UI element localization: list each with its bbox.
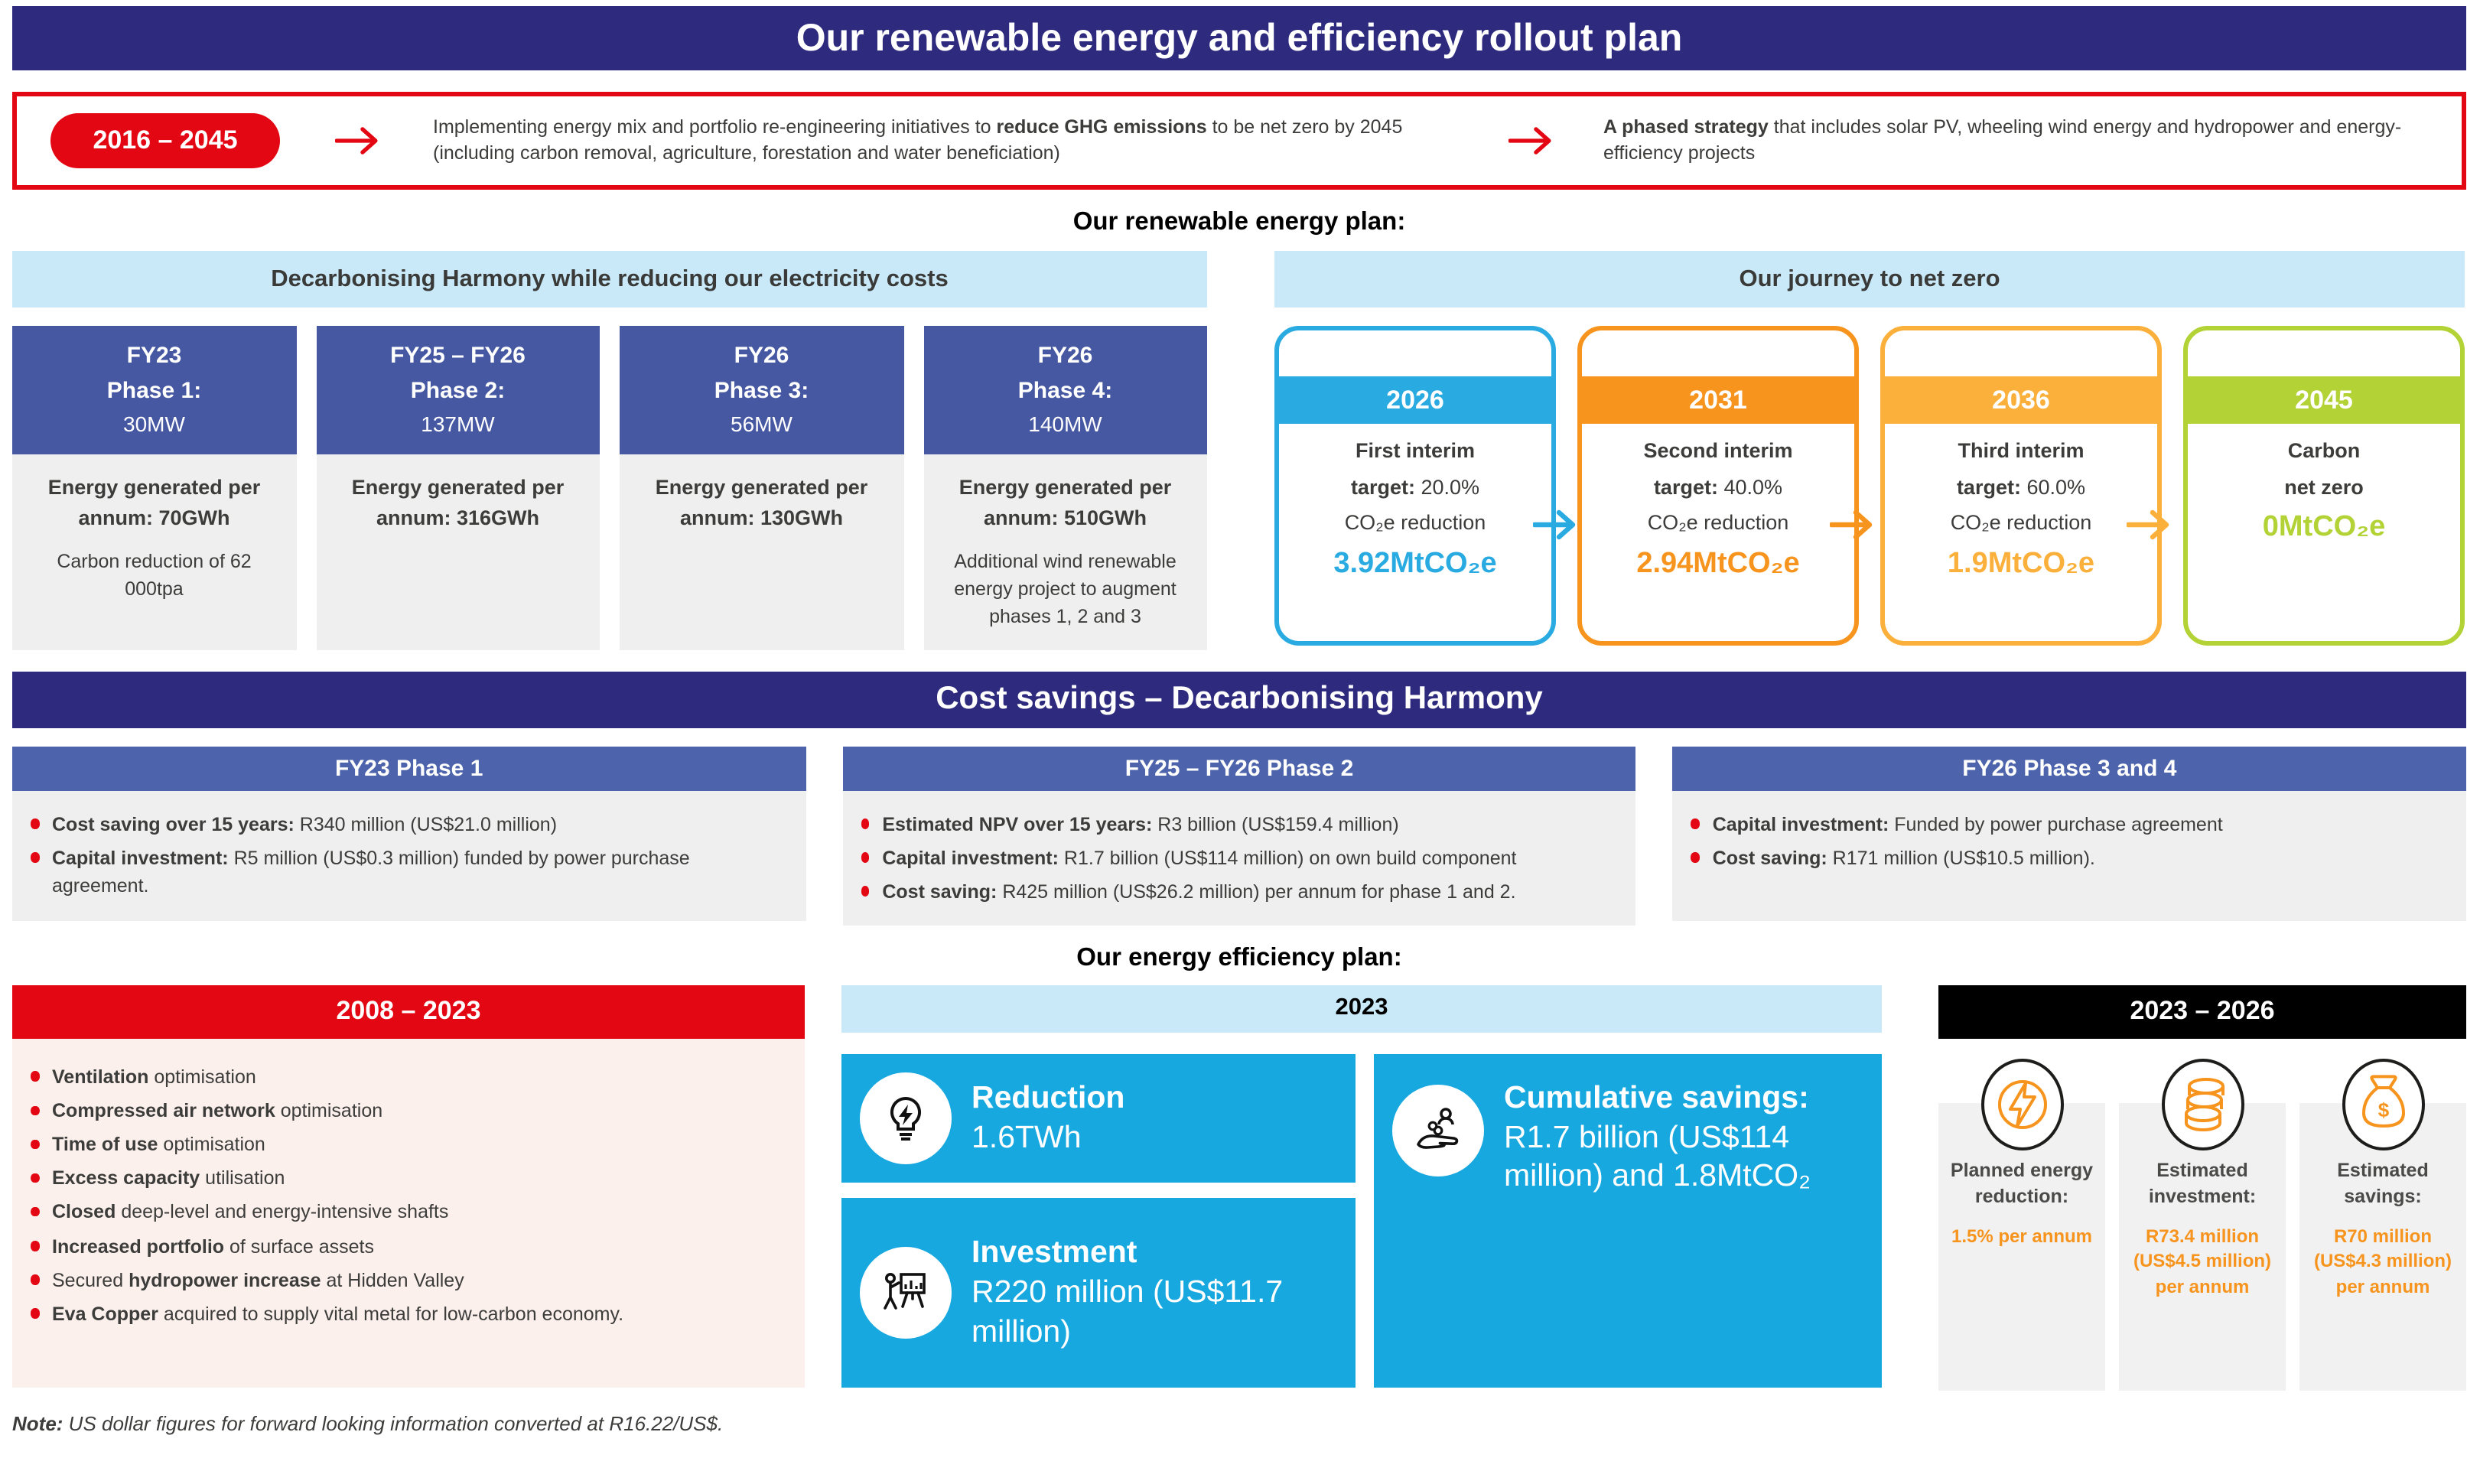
journey-year: 2036: [1885, 376, 2157, 424]
journey-line: target: 40.0%: [1653, 475, 1783, 499]
bullet-item: Time of use optimisation: [21, 1131, 783, 1158]
future-header: 2023 – 2026: [1938, 985, 2466, 1039]
phase-name: Phase 2:: [410, 377, 506, 403]
cost-column-phase3and4: [1673, 746, 2466, 926]
phase-name: Phase 1:: [106, 377, 202, 403]
arrow-right-icon: [2127, 506, 2179, 543]
bullet-item: Cost saving over 15 years: R340 million (US$21.0 million): [21, 810, 784, 838]
arrow-right-icon: [1830, 506, 1882, 543]
bullet-item: Eva Copper acquired to supply vital metal for low-carbon economy.: [21, 1300, 783, 1328]
phase-capacity: 56MW: [731, 412, 792, 436]
arrow-right-icon: [1533, 506, 1585, 543]
bullet-item: Capital investment: R1.7 billion (US$114 million) on own build component: [851, 844, 1614, 871]
efficiency-row: [12, 985, 2466, 1391]
box-title: Cumulative savings:: [1504, 1079, 1809, 1115]
phase-capacity: 30MW: [123, 412, 185, 436]
arrow-right-icon: [1509, 124, 1561, 158]
journey-line: target: 60.0%: [1956, 475, 2086, 499]
journey-line: target: 20.0%: [1350, 475, 1480, 499]
stat-value: R70 million (US$4.3 million) per annum: [2313, 1225, 2452, 1298]
cost-savings-row: [12, 746, 2466, 926]
cost-column-title: FY26 Phase 3 and 4: [1673, 746, 2466, 790]
stat-value: 1.5% per annum: [1951, 1225, 2093, 1247]
journey-line: CO₂e reduction: [1647, 511, 1789, 535]
infographic-page: [0, 6, 2480, 1484]
strip-text-2: A phased strategy that includes solar PV, wheeling wind energy and hydropower and energy-efficiency projects: [1603, 116, 2402, 164]
past-header: 2008 – 2023: [12, 985, 805, 1039]
journey-target-value: 0MtCO₂e: [2262, 511, 2386, 544]
strip-text-1: Implementing energy mix and portfolio re-engineering initiatives to reduce GHG emissions to be net zero by 2045 (including carbon removal, agriculture, forestation and water beneficiation): [433, 116, 1403, 164]
current-header: 2023: [841, 985, 1882, 1033]
money-bag-icon: [2338, 1057, 2427, 1152]
stat-savings: [2299, 1098, 2466, 1391]
coin-stack-icon: [2158, 1057, 2247, 1152]
stat-label: Estimated investment:: [2148, 1159, 2257, 1207]
page-title: Our renewable energy and efficiency rollout plan: [796, 16, 1683, 59]
box-value: R220 million (US$11.7 million): [971, 1274, 1284, 1349]
box-value: R1.7 billion (US$114 million) and 1.8MtCO₂: [1504, 1119, 1811, 1194]
journey-card-2045: [2183, 326, 2465, 646]
hand-savings-icon: [1408, 1100, 1469, 1161]
phase-note: Carbon reduction of 62 000tpa: [57, 551, 252, 600]
renewable-plan-heading: Our renewable energy plan:: [1072, 208, 1406, 236]
lightbulb-bolt-icon: [875, 1088, 936, 1149]
efficiency-current-column: [841, 985, 1882, 1391]
cost-column-title: FY25 – FY26 Phase 2: [842, 746, 1635, 790]
journey-year: 2031: [1582, 376, 1854, 424]
bullet-item: Secured hydropower increase at Hidden Valley: [21, 1266, 783, 1294]
stat-label: Planned energy reduction:: [1950, 1159, 2094, 1207]
journey-line: CO₂e reduction: [1344, 511, 1486, 535]
efficiency-plan-heading: Our energy efficiency plan:: [1076, 943, 1402, 971]
phase-fy: FY26: [734, 343, 789, 369]
bullet-item: Cost saving: R425 million (US$26.2 million) per annum for phase 1 and 2.: [851, 878, 1614, 906]
phase-fy: FY26: [1037, 343, 1093, 369]
cost-column-phase1: [12, 746, 806, 926]
phase-capacity: 137MW: [421, 412, 495, 436]
phase-card-4: [923, 326, 1207, 649]
phase-card-2: [316, 326, 600, 649]
cost-savings-bar: Cost savings – Decarbonising Harmony: [12, 671, 2466, 727]
phase-note: Additional wind renewable energy project to augment phases 1, 2 and 3: [954, 551, 1177, 628]
phase-name: Phase 3:: [714, 377, 809, 403]
phase-energy: Energy generated per annum: 510GWh: [958, 476, 1172, 529]
phase-cards: [12, 326, 1207, 649]
stat-energy-reduction: [1938, 1103, 2105, 1391]
bullet-item: Compressed air network optimisation: [21, 1097, 783, 1124]
journey-card-2031: [1577, 326, 1859, 646]
box-title: Reduction: [971, 1080, 1125, 1116]
bullet-item: Ventilation optimisation: [21, 1063, 783, 1091]
bullet-item: Increased portfolio of surface assets: [21, 1232, 783, 1260]
year-range-pill: 2016 – 2045: [50, 113, 280, 168]
investment-box: [841, 1198, 1356, 1388]
svg-text:$: $: [2377, 1098, 2389, 1121]
decarbonising-band: Decarbonising Harmony while reducing our electricity costs: [12, 251, 1207, 308]
footnote: Note: US dollar figures for forward looking information converted at R16.22/US$.: [12, 1411, 724, 1435]
bullet-item: Excess capacity utilisation: [21, 1165, 783, 1193]
cost-column-phase2: [842, 746, 1635, 926]
journey-line: Second interim: [1643, 439, 1793, 462]
journey-line: First interim: [1355, 439, 1475, 462]
stat-label: Estimated savings:: [2337, 1159, 2429, 1207]
journey-line: net zero: [2284, 475, 2364, 499]
net-zero-column: [1274, 251, 2465, 649]
journey-target-value: 3.92MtCO₂e: [1333, 547, 1497, 580]
phase-name: Phase 4:: [1017, 377, 1113, 403]
phase-card-3: [620, 326, 903, 649]
journey-cards: [1274, 326, 2465, 646]
efficiency-future-column: [1938, 985, 2466, 1391]
box-title: Investment: [971, 1235, 1137, 1271]
reduction-box: [841, 1054, 1356, 1183]
journey-line: CO₂e reduction: [1950, 511, 2092, 535]
bullet-item: Estimated NPV over 15 years: R3 billion (US$159.4 million): [851, 810, 1614, 838]
journey-card-2036: [1880, 326, 2162, 646]
bullet-item: Closed deep-level and energy-intensive shafts: [21, 1199, 783, 1226]
bullet-item: Cost saving: R171 million (US$10.5 million).: [1682, 844, 2445, 871]
journey-year: 2026: [1279, 376, 1551, 424]
arrow-right-icon: [335, 124, 387, 158]
stat-investment: [2119, 1103, 2286, 1391]
phase-card-1: [12, 326, 296, 649]
box-value: 1.6TWh: [971, 1119, 1082, 1155]
journey-card-2026: [1274, 326, 1556, 646]
journey-target-value: 2.94MtCO₂e: [1636, 547, 1800, 580]
presentation-icon: [875, 1262, 936, 1323]
journey-line: Carbon: [2287, 439, 2361, 462]
journey-line: Third interim: [1958, 439, 2085, 462]
cumulative-savings-box: [1374, 1054, 1882, 1388]
journey-year: 2045: [2188, 376, 2460, 424]
cost-column-title: FY23 Phase 1: [12, 746, 806, 790]
bolt-circle-icon: [1977, 1057, 2066, 1152]
phase-capacity: 140MW: [1028, 412, 1102, 436]
phase-energy: Energy generated per annum: 316GWh: [351, 476, 565, 529]
journey-target-value: 1.9MtCO₂e: [1947, 547, 2095, 580]
decarbonising-column: [12, 251, 1207, 649]
phase-fy: FY25 – FY26: [390, 343, 526, 369]
phase-energy: Energy generated per annum: 70GWh: [47, 476, 261, 529]
phase-fy: FY23: [126, 343, 182, 369]
bullet-item: Capital investment: R5 million (US$0.3 million) funded by power purchase agreement.: [21, 844, 784, 900]
phase-energy: Energy generated per annum: 130GWh: [655, 476, 868, 529]
net-zero-band: Our journey to net zero: [1274, 251, 2465, 308]
page-title-bar: [12, 6, 2466, 70]
efficiency-past-column: [12, 985, 805, 1391]
stat-value: R73.4 million (US$4.5 million) per annum: [2133, 1225, 2272, 1298]
renewable-row: [12, 251, 2466, 649]
bullet-item: Capital investment: Funded by power purchase agreement: [1682, 810, 2445, 838]
timeline-strip: [12, 92, 2466, 190]
